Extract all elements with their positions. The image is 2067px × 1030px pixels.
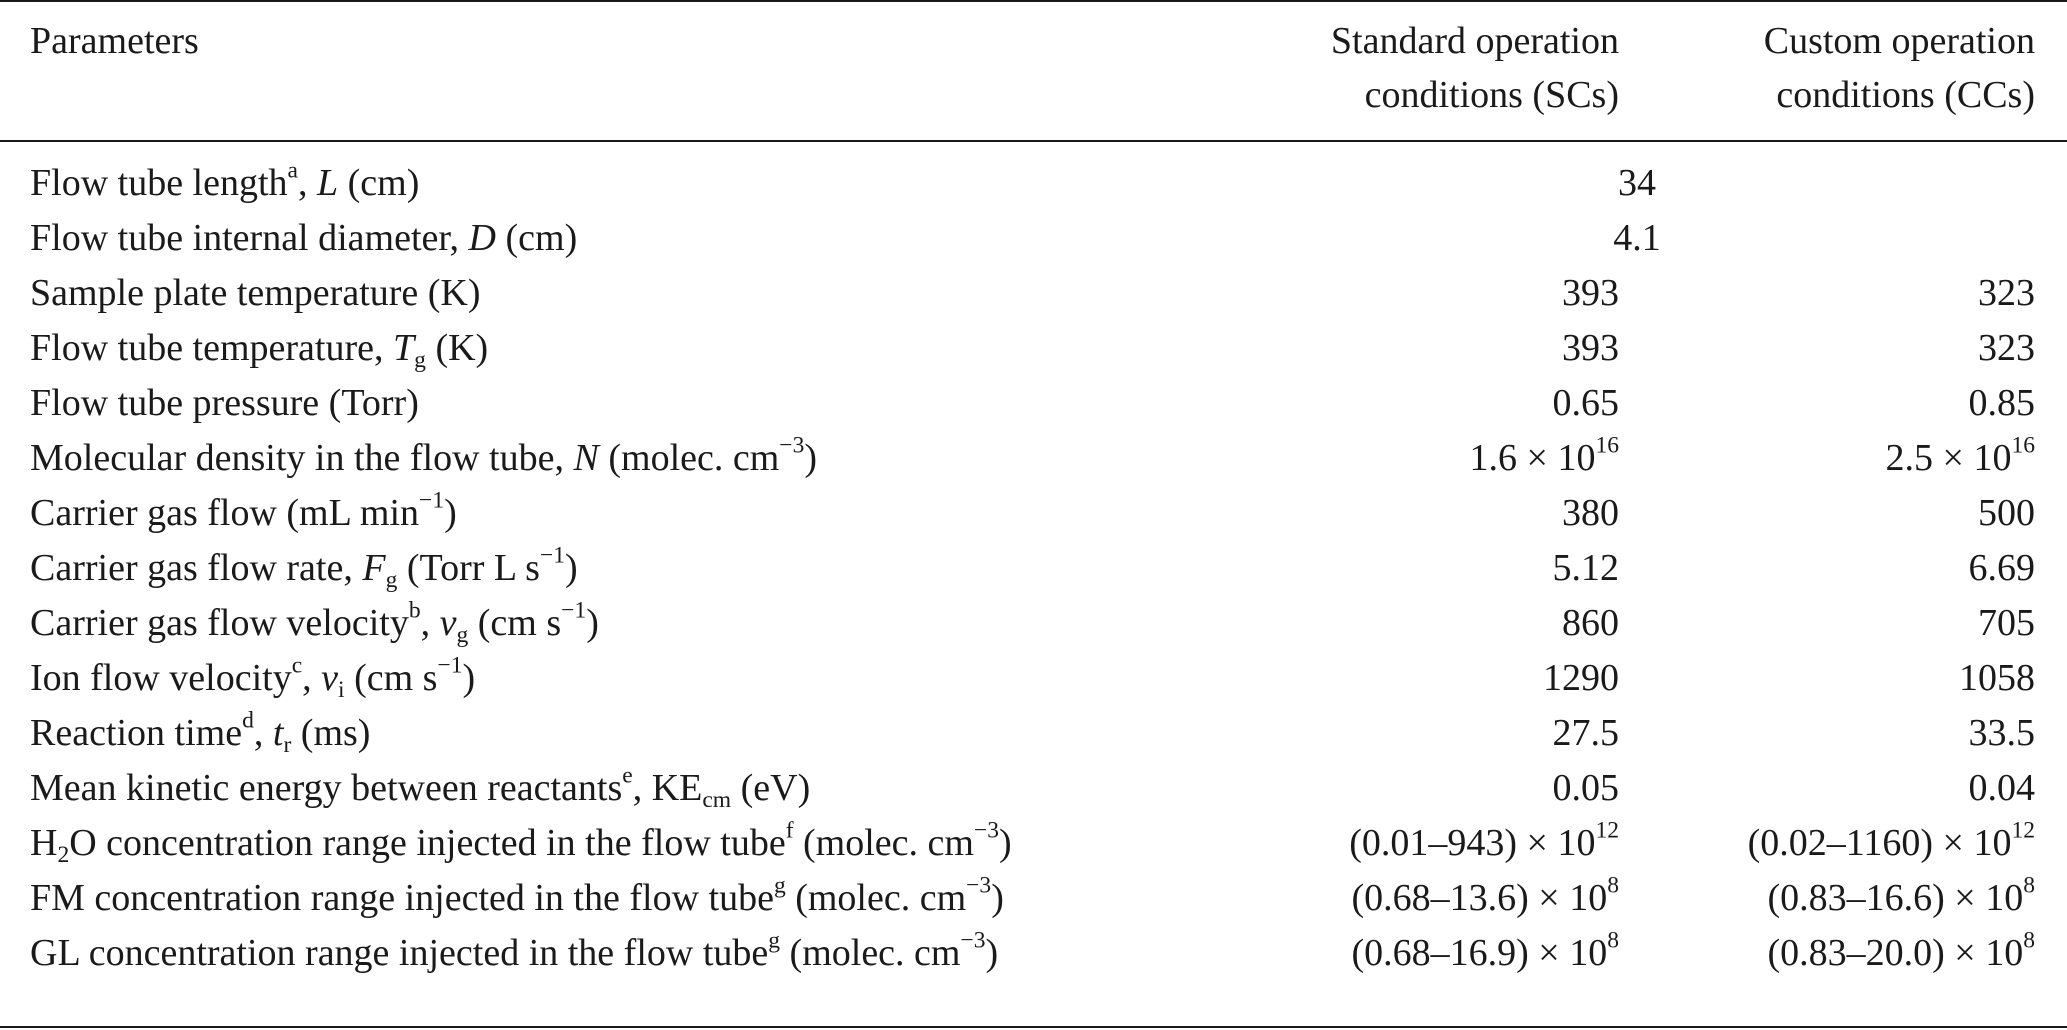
parameter-label: Carrier gas flow velocity$^b$, $\nu_g$ (cm $s^{-1}$) xyxy=(30,597,599,649)
table-row xyxy=(0,155,2067,211)
sc-value: 5.12 xyxy=(1552,547,1619,589)
cc-value: 33.5 xyxy=(1968,712,2035,754)
sc-value: 393 xyxy=(1562,272,1619,314)
parameter-label: Mean kinetic energy between reactants$^e$, $KE_{cm}$ (eV) xyxy=(30,762,811,814)
table-row xyxy=(0,540,2067,596)
parameter-label: $H_2O$ concentration range injected in the flow tube$^f$ (molec. $cm^{-3}$) xyxy=(30,817,1012,869)
table-row xyxy=(0,210,2067,266)
parameter-label: Molecular density in the flow tube, N (molec. $cm^{-3}$) xyxy=(30,432,818,479)
header-custom-conditions xyxy=(1764,14,2035,122)
header-standard-conditions xyxy=(1331,14,1619,122)
parameter-label: Ion flow velocity$^c$, $\nu_i$ (cm $s^{-1}$) xyxy=(30,652,476,704)
parameter-label: Carrier gas flow (mL $\min^{-1}$) xyxy=(30,487,457,534)
shared-value: 4.1 xyxy=(1613,217,1661,259)
sc-value: 1290 xyxy=(1543,657,1619,699)
sc-value: 393 xyxy=(1562,327,1619,369)
sc-value: 860 xyxy=(1562,602,1619,644)
table-row xyxy=(0,320,2067,376)
table-top-rule xyxy=(0,0,2067,2)
sc-value: $(0.68-13.6) \times 10^8$ xyxy=(1351,872,1619,919)
table-header-rule xyxy=(0,140,2067,142)
cc-value: 0.04 xyxy=(1968,767,2035,809)
table-row xyxy=(0,870,2067,926)
sc-value: 27.5 xyxy=(1552,712,1619,754)
cc-value: 0.85 xyxy=(1968,382,2035,424)
cc-value: 6.69 xyxy=(1968,547,2035,589)
cc-value: $2.5 \times 10^{16}$ xyxy=(1885,432,2035,479)
sc-value: 380 xyxy=(1562,492,1619,534)
cc-value: 323 xyxy=(1978,327,2035,369)
header-parameters: Parameters xyxy=(30,20,199,62)
shared-value: 34 xyxy=(1618,162,1656,204)
sc-value: $(0.01-943) \times 10^{12}$ xyxy=(1349,817,1619,864)
cc-value: $(0.83-16.6) \times 10^8$ xyxy=(1767,872,2035,919)
parameter-label: Flow tube internal diameter, D (cm) xyxy=(30,217,578,259)
parameter-label: Carrier gas flow rate, $F_g$ (Torr L $s^{-1}$) xyxy=(30,542,578,594)
table-bottom-rule xyxy=(0,1026,2067,1028)
sc-value: 0.65 xyxy=(1552,382,1619,424)
cc-value: $(0.02-1160) \times 10^{12}$ xyxy=(1747,817,2035,864)
table-row xyxy=(0,430,2067,486)
cc-value: 705 xyxy=(1978,602,2035,644)
table-row xyxy=(0,485,2067,541)
table-row xyxy=(0,595,2067,651)
sc-value: $1.6 \times 10^{16}$ xyxy=(1469,432,1619,479)
parameter-label: Flow tube pressure (Torr) xyxy=(30,382,419,424)
sc-value: 0.05 xyxy=(1552,767,1619,809)
cc-value: 500 xyxy=(1978,492,2035,534)
cc-value: $(0.83-20.0) \times 10^8$ xyxy=(1767,927,2035,974)
sc-value: $(0.68-16.9) \times 10^8$ xyxy=(1351,927,1619,974)
parameter-label: Flow tube temperature, $T_g$ (K) xyxy=(30,327,489,374)
header-sc-line1: Standard operation xyxy=(1330,20,1619,62)
table-row xyxy=(0,705,2067,761)
table-row xyxy=(0,925,2067,981)
table-row xyxy=(0,375,2067,431)
table-row xyxy=(0,760,2067,816)
cc-value: 1058 xyxy=(1959,657,2035,699)
header-cc-line2: conditions (CCs) xyxy=(1776,74,2035,116)
header-sc-line2: conditions (SCs) xyxy=(1364,74,1619,116)
parameter-label: GL concentration range injected in the flow tube$^g$ (molec. $cm^{-3}$) xyxy=(30,927,999,974)
header-cc-line1: Custom operation xyxy=(1763,20,2035,62)
parameter-label: Sample plate temperature (K) xyxy=(30,272,481,314)
table-row xyxy=(0,650,2067,706)
cc-value: 323 xyxy=(1978,272,2035,314)
table-row xyxy=(0,265,2067,321)
parameter-label: Flow tube length$^a$, L (cm) xyxy=(30,157,420,204)
parameter-label: Reaction time$^d$, $t_r$ (ms) xyxy=(30,707,371,759)
table-row xyxy=(0,815,2067,871)
parameter-label: FM concentration range injected in the flow tube$^g$ (molec. $cm^{-3}$) xyxy=(30,872,1004,919)
